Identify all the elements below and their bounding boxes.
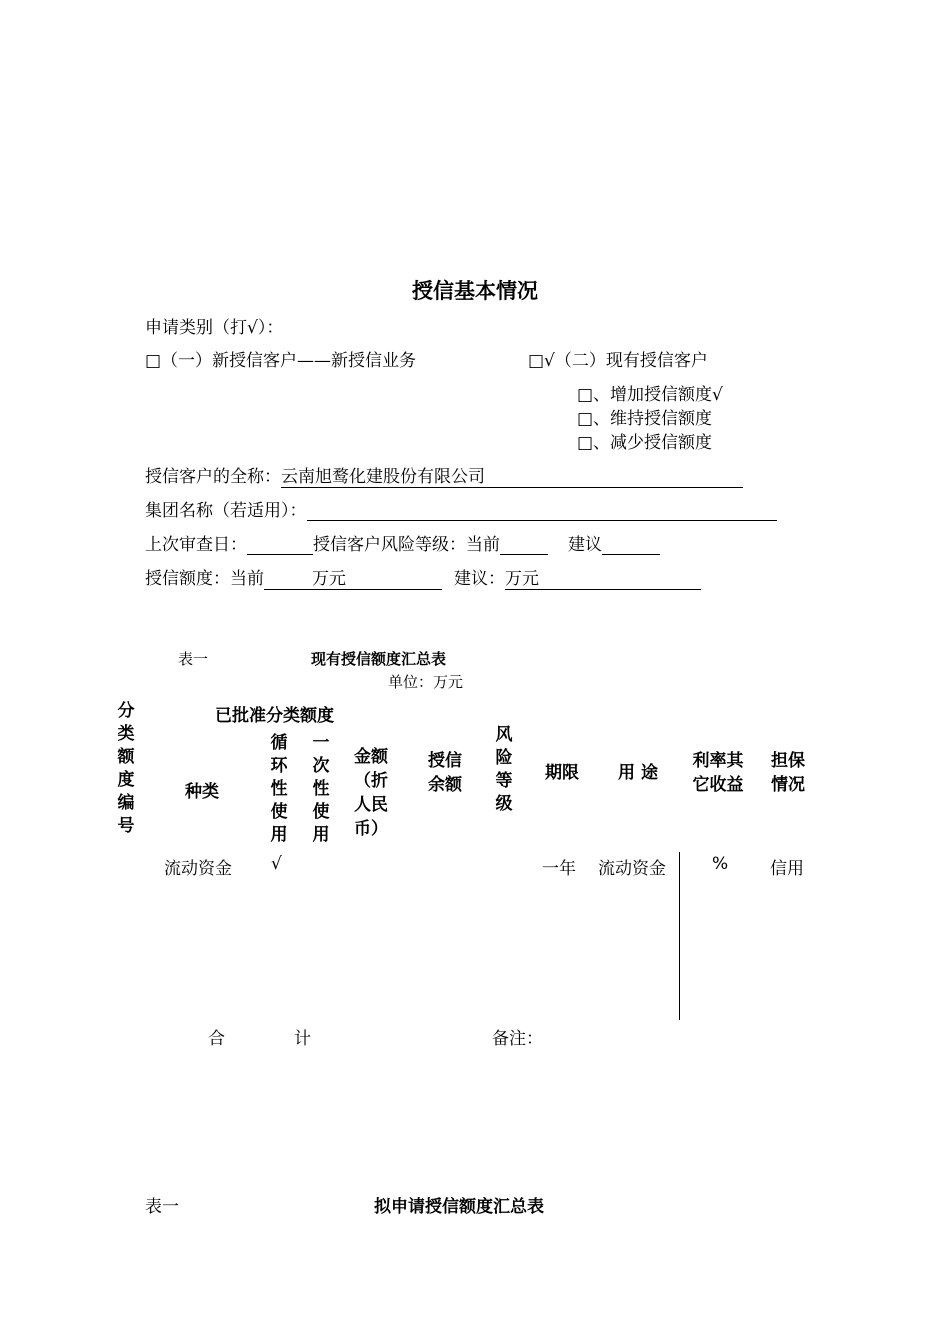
credit-current-field[interactable] [264, 569, 442, 590]
review-risk-row [145, 530, 660, 555]
header-amount: 金额（折人民币） [354, 747, 388, 839]
header-onetime: 一次性使用 [312, 733, 330, 845]
group-name-label: 集团名称（若适用）： [145, 501, 307, 521]
cell-term: 一年 [542, 859, 576, 879]
group-name-row [145, 496, 777, 521]
credit-suggest-label: 建议： [454, 569, 505, 589]
credit-amount-label: 授信额度：当前 [145, 569, 264, 589]
risk-suggest-label: 建议 [568, 535, 602, 555]
table2-label: 表一 [145, 1197, 179, 1217]
page-title: 授信基本情况 [412, 279, 538, 303]
cell-revolving: √ [271, 854, 282, 874]
credit-current-unit: 万元 [312, 569, 346, 589]
header-guarantee-line2: 情况 [771, 775, 805, 795]
last-review-field[interactable] [247, 534, 313, 555]
client-name-label: 授信客户的全称： [145, 467, 281, 487]
credit-suggest-field[interactable] [505, 569, 701, 590]
option-maintain-credit[interactable]: □、维持授信额度 [577, 409, 713, 429]
remark-label: 备注： [492, 1029, 543, 1049]
header-rate-line2: 它收益 [692, 775, 744, 795]
credit-suggest-unit: 万元 [505, 569, 539, 589]
risk-suggest-field[interactable] [602, 534, 660, 555]
credit-amount-row [145, 564, 701, 589]
header-risk: 风险等级 [495, 725, 513, 814]
header-revolving: 循环性使用 [270, 733, 288, 845]
header-approved-group: 已批准分类额度 [215, 706, 334, 726]
header-balance: 授信余额 [428, 751, 462, 795]
header-usage: 用 途 [618, 763, 658, 783]
header-code: 分类额度编号 [117, 701, 135, 836]
header-term: 期限 [545, 763, 579, 783]
cell-rate: % [712, 854, 729, 874]
table1-label: 表一 [178, 650, 209, 668]
table2-title: 拟申请授信额度汇总表 [374, 1197, 544, 1217]
table1-title: 现有授信额度汇总表 [311, 650, 447, 668]
cell-type: 流动资金 [164, 859, 232, 879]
cell-usage: 流动资金 [598, 859, 666, 879]
client-name-underline [485, 467, 743, 488]
total-label-2: 计 [294, 1029, 311, 1049]
risk-level-label: 授信客户风险等级：当前 [313, 535, 500, 555]
apply-category-label: 申请类别（打√）： [145, 318, 284, 338]
header-guarantee [766, 749, 810, 797]
client-name-row [145, 462, 743, 488]
header-type: 种类 [185, 782, 219, 802]
cell-guarantee: 信用 [770, 859, 804, 879]
total-label-1: 合 [208, 1029, 225, 1049]
header-rate-line1: 利率其 [692, 751, 744, 771]
last-review-label: 上次审查日： [145, 535, 247, 555]
option-decrease-credit[interactable]: □、减少授信额度 [577, 433, 713, 453]
table-column-divider [679, 852, 680, 1020]
header-guarantee-line1: 担保 [771, 751, 805, 771]
option-increase-credit[interactable]: □、增加授信额度√ [577, 385, 723, 405]
client-name-value[interactable]: 云南旭鹜化建股份有限公司 [281, 467, 485, 487]
table1-unit: 单位：万元 [388, 673, 464, 691]
group-name-field[interactable] [307, 500, 777, 521]
option-new-client[interactable]: □（一）新授信客户——新授信业务 [145, 351, 417, 371]
risk-current-field[interactable] [500, 534, 548, 555]
header-rate [686, 749, 750, 797]
option-existing-client[interactable]: □√（二）现有授信客户 [528, 351, 708, 371]
